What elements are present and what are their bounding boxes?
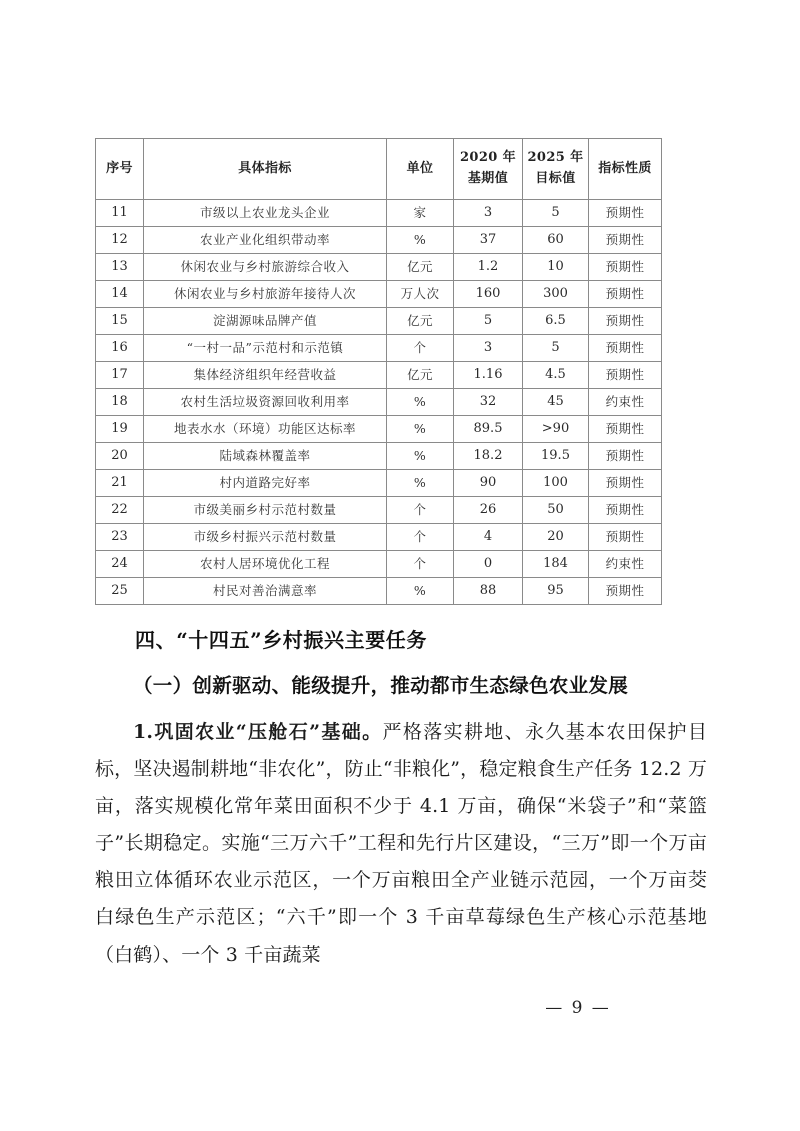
cell-indicator: 市级美丽乡村示范村数量	[144, 497, 387, 524]
cell-baseline: 37	[454, 227, 523, 254]
cell-seq: 23	[96, 524, 144, 551]
cell-unit: 家	[387, 200, 454, 227]
cell-baseline: 3	[454, 335, 523, 362]
cell-target: 5	[523, 200, 589, 227]
cell-baseline: 88	[454, 578, 523, 605]
cell-nature: 约束性	[589, 551, 662, 578]
cell-target: 50	[523, 497, 589, 524]
cell-baseline: 1.2	[454, 254, 523, 281]
cell-target: 60	[523, 227, 589, 254]
table-row	[96, 308, 662, 335]
column-header-seq: 序号	[96, 139, 144, 200]
cell-indicator: 村民对善治满意率	[144, 578, 387, 605]
column-header-baseline-year: 2020 年	[459, 150, 517, 166]
cell-nature: 预期性	[589, 362, 662, 389]
cell-unit: 万人次	[387, 281, 454, 308]
cell-target: 45	[523, 389, 589, 416]
cell-baseline: 1.16	[454, 362, 523, 389]
column-header-nature: 指标性质	[589, 139, 662, 200]
cell-target: 184	[523, 551, 589, 578]
table-row	[96, 578, 662, 605]
cell-target: 5	[523, 335, 589, 362]
table-header-row	[96, 139, 662, 200]
body-paragraph	[95, 714, 707, 973]
cell-nature: 预期性	[589, 578, 662, 605]
column-header-target	[523, 139, 589, 200]
cell-target: >90	[523, 416, 589, 443]
cell-indicator: “一村一品”示范村和示范镇	[144, 335, 387, 362]
cell-baseline: 5	[454, 308, 523, 335]
cell-nature: 预期性	[589, 335, 662, 362]
cell-baseline: 89.5	[454, 416, 523, 443]
cell-target: 19.5	[523, 443, 589, 470]
column-header-baseline	[454, 139, 523, 200]
column-header-indicator: 具体指标	[144, 139, 387, 200]
cell-unit: %	[387, 416, 454, 443]
cell-target: 6.5	[523, 308, 589, 335]
page-number-label: — 9 —	[545, 998, 611, 1018]
cell-indicator: 集体经济组织年经营收益	[144, 362, 387, 389]
cell-seq: 12	[96, 227, 144, 254]
cell-target: 95	[523, 578, 589, 605]
cell-nature: 预期性	[589, 281, 662, 308]
document-body	[95, 625, 707, 974]
table-row	[96, 524, 662, 551]
cell-nature: 约束性	[589, 389, 662, 416]
cell-nature: 预期性	[589, 416, 662, 443]
metrics-table-container	[95, 138, 661, 605]
cell-seq: 13	[96, 254, 144, 281]
table-body	[96, 200, 662, 605]
cell-seq: 17	[96, 362, 144, 389]
cell-indicator: 休闲农业与乡村旅游综合收入	[144, 254, 387, 281]
cell-indicator: 市级以上农业龙头企业	[144, 200, 387, 227]
cell-target: 10	[523, 254, 589, 281]
cell-unit: 个	[387, 524, 454, 551]
cell-seq: 25	[96, 578, 144, 605]
cell-baseline: 4	[454, 524, 523, 551]
cell-nature: 预期性	[589, 308, 662, 335]
table-row	[96, 362, 662, 389]
column-header-target-year: 2025 年	[527, 150, 584, 166]
paragraph-text: 严格落实耕地、永久基本农田保护目标，坚决遏制耕地“非农化”，防止“非粮化”，稳定粮食生产任务 12.2 万亩，落实规模化常年菜田面积不少于 4.1 万亩，确保“米袋子”和“菜篮子”长期稳定。实施“三万六千”工程和先行片区建设，“三万”即一个万亩粮田立体循环农业示范区，一个万亩粮田全产业链示范园，一个万亩茭白绿色生产示范区；“六千”即一个 3 千亩草莓绿色生产核心示范基地（白鹤）、一个 3 千亩蔬菜	[95, 721, 707, 966]
cell-seq: 11	[96, 200, 144, 227]
table-header	[96, 139, 662, 200]
cell-baseline: 0	[454, 551, 523, 578]
section-heading: 四、“十四五”乡村振兴主要任务	[135, 628, 428, 652]
cell-baseline: 160	[454, 281, 523, 308]
cell-unit: 亿元	[387, 362, 454, 389]
table-row	[96, 227, 662, 254]
cell-baseline: 3	[454, 200, 523, 227]
cell-nature: 预期性	[589, 254, 662, 281]
cell-baseline: 90	[454, 470, 523, 497]
column-header-unit: 单位	[387, 139, 454, 200]
cell-indicator: 村内道路完好率	[144, 470, 387, 497]
cell-nature: 预期性	[589, 200, 662, 227]
cell-nature: 预期性	[589, 227, 662, 254]
cell-indicator: 农业产业化组织带动率	[144, 227, 387, 254]
table-row	[96, 254, 662, 281]
subsection-heading: （一）创新驱动、能级提升，推动都市生态绿色农业发展	[133, 674, 629, 697]
cell-unit: %	[387, 389, 454, 416]
table-row	[96, 200, 662, 227]
cell-baseline: 26	[454, 497, 523, 524]
cell-seq: 14	[96, 281, 144, 308]
cell-nature: 预期性	[589, 497, 662, 524]
rural-revitalization-metrics-table	[95, 138, 662, 605]
cell-target: 300	[523, 281, 589, 308]
cell-unit: %	[387, 443, 454, 470]
cell-unit: 亿元	[387, 308, 454, 335]
cell-unit: 个	[387, 335, 454, 362]
cell-target: 100	[523, 470, 589, 497]
cell-nature: 预期性	[589, 470, 662, 497]
cell-unit: 个	[387, 551, 454, 578]
cell-unit: 亿元	[387, 254, 454, 281]
cell-indicator: 休闲农业与乡村旅游年接待人次	[144, 281, 387, 308]
column-header-target-value: 目标值	[535, 171, 576, 186]
cell-seq: 16	[96, 335, 144, 362]
table-row	[96, 389, 662, 416]
cell-target: 4.5	[523, 362, 589, 389]
table-row	[96, 551, 662, 578]
cell-indicator: 市级乡村振兴示范村数量	[144, 524, 387, 551]
cell-baseline: 32	[454, 389, 523, 416]
cell-seq: 18	[96, 389, 144, 416]
cell-indicator: 陆域森林覆盖率	[144, 443, 387, 470]
cell-unit: %	[387, 578, 454, 605]
cell-unit: %	[387, 470, 454, 497]
table-row	[96, 470, 662, 497]
cell-nature: 预期性	[589, 443, 662, 470]
cell-seq: 19	[96, 416, 144, 443]
table-row	[96, 281, 662, 308]
cell-target: 20	[523, 524, 589, 551]
cell-seq: 24	[96, 551, 144, 578]
cell-indicator: 农村生活垃圾资源回收利用率	[144, 389, 387, 416]
cell-baseline: 18.2	[454, 443, 523, 470]
table-row	[96, 416, 662, 443]
cell-unit: %	[387, 227, 454, 254]
cell-seq: 20	[96, 443, 144, 470]
cell-seq: 22	[96, 497, 144, 524]
cell-indicator: 地表水水（环境）功能区达标率	[144, 416, 387, 443]
table-row	[96, 335, 662, 362]
table-row	[96, 497, 662, 524]
column-header-baseline-value: 基期值	[467, 171, 509, 186]
cell-indicator: 淀湖源味品牌产值	[144, 308, 387, 335]
cell-seq: 15	[96, 308, 144, 335]
cell-seq: 21	[96, 470, 144, 497]
cell-indicator: 农村人居环境优化工程	[144, 551, 387, 578]
table-row	[96, 443, 662, 470]
cell-nature: 预期性	[589, 524, 662, 551]
paragraph-lead-in: 1.巩固农业“压舱石”基础。	[133, 721, 383, 744]
page-footer	[0, 998, 800, 1018]
cell-unit: 个	[387, 497, 454, 524]
